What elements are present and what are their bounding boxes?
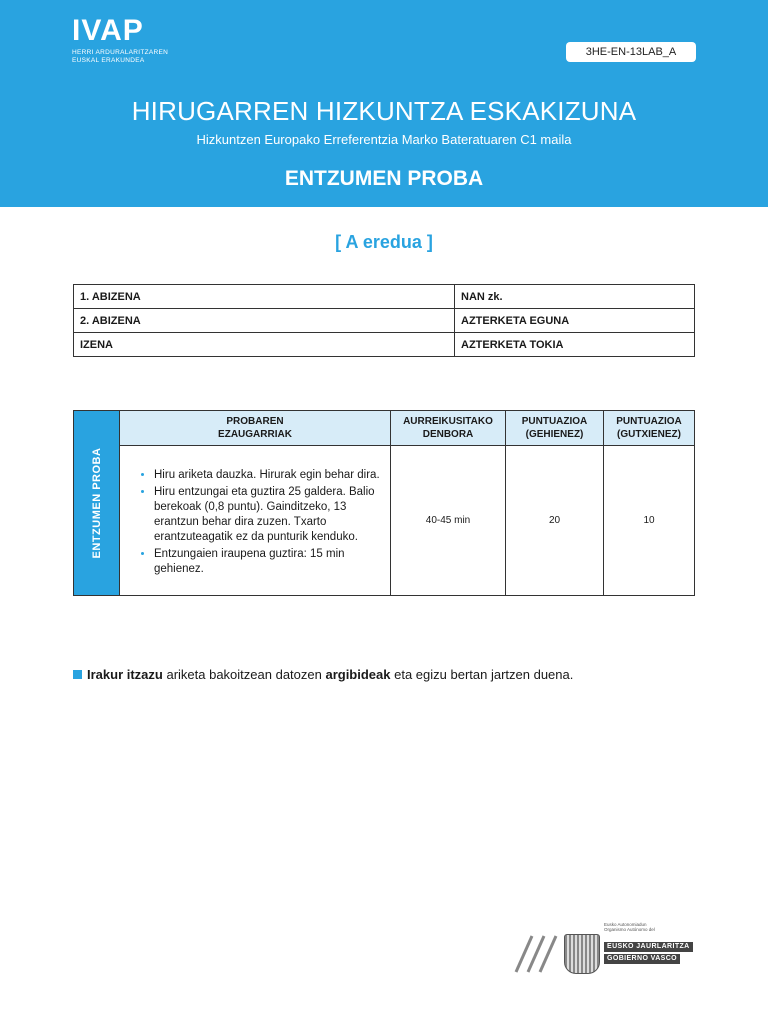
- features-list: [134, 468, 382, 577]
- page-subtitle: Hizkuntzen Europako Erreferentzia Marko Bateratuaren C1 maila: [196, 132, 572, 147]
- header-min-line2: (GUTXIENEZ): [617, 429, 681, 440]
- instruction-text-4: eta egizu bertan jartzen duena.: [390, 667, 574, 682]
- table-row: [74, 285, 695, 309]
- time-value: 40-45 min: [391, 446, 506, 596]
- footer-small-line-2: Organismo Autónomo del: [604, 927, 655, 932]
- name-field[interactable]: IZENA: [74, 333, 455, 357]
- logo-subtitle: [72, 49, 172, 65]
- coat-of-arms-icon: [564, 934, 600, 974]
- features-cell: [120, 446, 391, 596]
- header-min-line1: PUNTUAZIOA: [616, 416, 682, 427]
- list-item: • Entzungaien iraupena guztira: 15 min gehienez.: [154, 547, 382, 577]
- header-features-line2: EZAUGARRIAK: [218, 429, 292, 440]
- list-item: • Hiru entzungai eta guztira 25 galdera. Balio berekoak (0,8 puntu). Gainditzeko, 13 erantzun behar dira zuzen. Txarto erantzuteagatik ez da punturik kenduko.: [154, 485, 382, 545]
- instruction-bold-1: Irakur itzazu: [87, 667, 163, 682]
- exam-place-field[interactable]: AZTERKETA TOKIA: [455, 333, 695, 357]
- candidate-info-table: [73, 284, 695, 357]
- header-features-line1: PROBAREN: [226, 416, 284, 427]
- table-row: [74, 309, 695, 333]
- test-spec-table: [73, 410, 695, 596]
- instruction-bold-2: argibideak: [325, 667, 391, 682]
- side-label-cell: [74, 411, 120, 596]
- surname-2-field[interactable]: 2. ABIZENA: [74, 309, 455, 333]
- header-max: [506, 411, 604, 446]
- footer-line-2: GOBIERNO VASCO: [604, 954, 680, 964]
- exam-date-field[interactable]: AZTERKETA EGUNA: [455, 309, 695, 333]
- max-points-value: 20: [506, 446, 604, 596]
- instruction-text: [73, 667, 573, 682]
- header-time-line1: AURREIKUSITAKO: [403, 416, 493, 427]
- side-label: ENTZUMEN PROBA: [90, 447, 103, 559]
- section-title: ENTZUMEN PROBA: [284, 167, 484, 190]
- stripes-icon: [512, 932, 562, 974]
- basque-government-logo: [512, 920, 698, 976]
- footer-line-1: EUSKO JAURLARITZA: [604, 942, 693, 952]
- surname-1-field[interactable]: 1. ABIZENA: [74, 285, 455, 309]
- ivap-logo: [72, 16, 172, 66]
- table-row: [74, 446, 695, 596]
- footer-small-text: [604, 922, 655, 932]
- list-item: • Hiru ariketa dauzka. Hirurak egin behar dira.: [154, 468, 382, 483]
- header-time-line2: DENBORA: [422, 429, 474, 440]
- logo-word: IVAP: [72, 14, 144, 47]
- header-time: [391, 411, 506, 446]
- min-points-value: 10: [604, 446, 695, 596]
- header-max-line1: PUNTUAZIOA: [521, 416, 588, 427]
- document-code: 3HE-EN-13LAB_A: [566, 42, 696, 62]
- model-label: [ A eredua ]: [335, 232, 433, 252]
- header-features: [120, 411, 391, 446]
- logo-sub-line-2: EUSKAL ERAKUNDEA: [72, 57, 145, 64]
- table-row: [74, 333, 695, 357]
- square-bullet-icon: [73, 670, 82, 679]
- header-max-line2: (GEHIENEZ): [525, 429, 584, 440]
- header-banner: [0, 0, 768, 207]
- header-min: [604, 411, 695, 446]
- instruction-text-2: ariketa bakoitzean datozen: [162, 667, 326, 682]
- logo-sub-line-1: HERRI ARDURALARITZAREN: [72, 49, 169, 56]
- id-number-field[interactable]: NAN zk.: [455, 285, 695, 309]
- table-header-row: [74, 411, 695, 446]
- footer-small-line-1: Eusko Autonomiadun: [604, 922, 647, 927]
- page-title: HIRUGARREN HIZKUNTZA ESKAKIZUNA: [131, 96, 637, 126]
